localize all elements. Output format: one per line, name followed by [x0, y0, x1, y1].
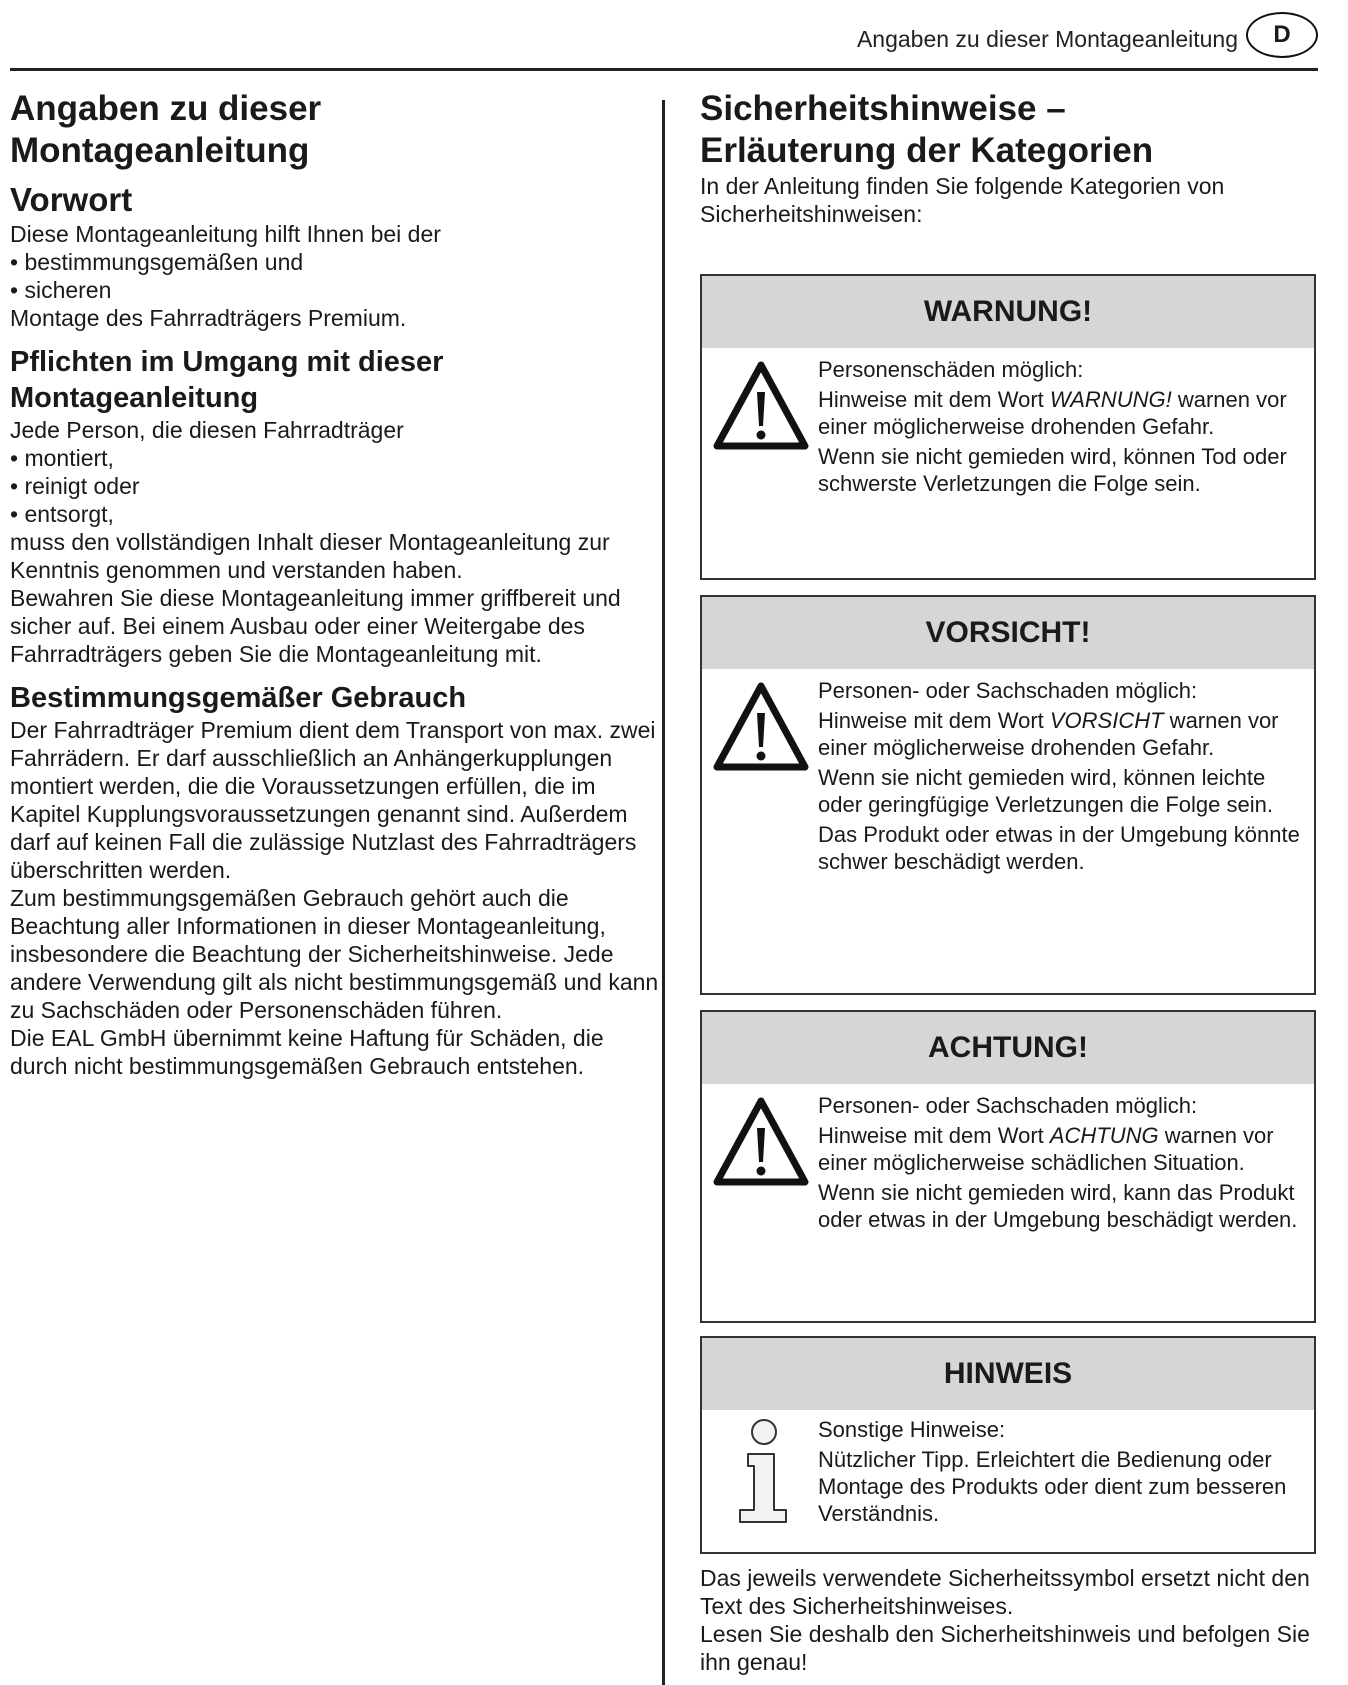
- vorwort-intro: Diese Montageanleitung hilft Ihnen bei der: [10, 221, 441, 247]
- warning-triangle-icon: [712, 1096, 810, 1193]
- language-badge: D: [1246, 12, 1318, 58]
- header-title: Angaben zu dieser Montageanleitung: [856, 26, 1238, 52]
- gebrauch-paragraph-1: Der Fahrradträger Premium dient dem Transport von max. zwei Fahrrädern. Er darf ausschließlich an Anhängerkupplungen montiert werden, die die Voraussetzungen erfüllen, die im Kapitel Kupplungsvoraussetzungen genannt sind. Außerdem darf auf keinen Fall die zulässige Nutzlast des Fahrradträgers überschritten werden.: [10, 717, 656, 883]
- list-item: • reinigt oder: [10, 472, 660, 500]
- info-icon: [732, 1418, 796, 1531]
- caution-box: [700, 595, 1316, 995]
- box-heading: ACHTUNG!: [702, 1012, 1314, 1084]
- pflichten-list: [10, 444, 660, 528]
- safety-intro: In der Anleitung finden Sie folgende Kategorien von Sicherheitshinweisen:: [700, 173, 1225, 227]
- list-item: • sicheren: [10, 276, 660, 304]
- warning-box: [700, 274, 1316, 580]
- gebrauch-heading: Bestimmungsgemäßer Gebrauch: [10, 682, 467, 714]
- pflichten-heading: Pflichten im Umgang mit dieser Montageanleitung: [10, 346, 444, 414]
- box-heading: WARNUNG!: [702, 276, 1314, 348]
- warning-triangle-icon: [712, 681, 810, 778]
- box-text: Personenschäden möglich: Hinweise mit dem Wort WARNUNG! warnen vor einer möglicherweise drohenden Gefahr. Wenn sie nicht gemieden wird, können Tod oder schwerste Verletzungen die Folge sein.: [818, 357, 1287, 496]
- safety-footnote: Das jeweils verwendete Sicherheitssymbol ersetzt nicht den Text des Sicherheitshinweises. Lesen Sie deshalb den Sicherheitshinweis und befolgen Sie ihn genau!: [700, 1565, 1310, 1675]
- attention-box: [700, 1010, 1316, 1323]
- vorwort-outro: Montage des Fahrradträgers Premium.: [10, 305, 407, 331]
- box-text: Sonstige Hinweise: Nützlicher Tipp. Erleichtert die Bedienung oder Montage des Produkts oder dient zum besseren Verständnis.: [818, 1417, 1287, 1526]
- box-heading: HINWEIS: [702, 1338, 1314, 1410]
- vorwort-heading: Vorwort: [10, 181, 133, 218]
- warning-triangle-icon: [712, 360, 810, 457]
- list-item: • entsorgt,: [10, 500, 660, 528]
- box-heading: VORSICHT!: [702, 597, 1314, 669]
- pflichten-paragraph-2: Bewahren Sie diese Montageanleitung immer griffbereit und sicher auf. Bei einem Ausbau oder einer Weitergabe des Fahrradträgers geben Sie die Montageanleitung mit.: [10, 585, 621, 667]
- column-divider: [662, 100, 665, 1685]
- list-item: • bestimmungsgemäßen und: [10, 248, 660, 276]
- note-box: [700, 1336, 1316, 1554]
- box-text: Personen- oder Sachschaden möglich: Hinweise mit dem Wort VORSICHT warnen vor einer möglicherweise drohenden Gefahr. Wenn sie nicht gemieden wird, können leichte oder geringfügige Verletzungen die Folge sein. Das Produkt oder etwas in der Umgebung könnte schwer beschädigt werden.: [818, 678, 1300, 874]
- list-item: • montiert,: [10, 444, 660, 472]
- page-header: [10, 0, 1318, 71]
- gebrauch-paragraph-3: Die EAL GmbH übernimmt keine Haftung für Schäden, die durch nicht bestimmungsgemäßen Gebrauch entstehen.: [10, 1025, 604, 1079]
- main-title: Angaben zu dieser Montageanleitung: [10, 89, 322, 170]
- right-column: [700, 88, 1320, 228]
- gebrauch-paragraph-2: Zum bestimmungsgemäßen Gebrauch gehört auch die Beachtung aller Informationen in dieser Montageanleitung, insbesondere die Beachtung der Sicherheitshinweise. Jede andere Verwendung gilt als nicht bestimmungsgemäß und kann zu Sachschäden oder Personenschäden führen.: [10, 885, 659, 1023]
- vorwort-list: [10, 248, 660, 304]
- pflichten-intro: Jede Person, die diesen Fahrradträger: [10, 417, 404, 443]
- pflichten-paragraph-1: muss den vollständigen Inhalt dieser Montageanleitung zur Kenntnis genommen und verstanden haben.: [10, 529, 610, 583]
- safety-title: Sicherheitshinweise – Erläuterung der Kategorien: [700, 89, 1154, 170]
- left-column: [10, 88, 660, 1080]
- box-text: Personen- oder Sachschaden möglich: Hinweise mit dem Wort ACHTUNG warnen vor einer möglicherweise schädlichen Situation. Wenn sie nicht gemieden wird, kann das Produkt oder etwas in der Umgebung beschädigt werden.: [818, 1093, 1298, 1232]
